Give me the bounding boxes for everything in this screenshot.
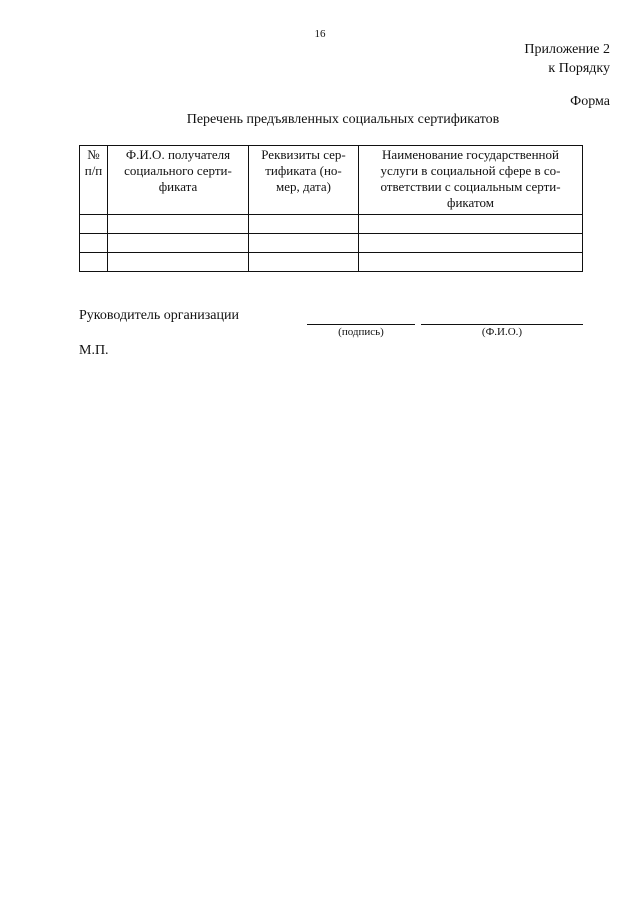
page-number: 16 [314,28,326,40]
table-row [80,215,583,234]
full-name-line [421,324,583,325]
table-cell [108,215,249,234]
header-service-name: Наименование государственной услуги в социальной сфере в со- ответствии с социальным серти- фикатом [359,146,583,215]
appendix-reference [524,40,610,78]
table-cell [80,215,108,234]
certificates-table [79,145,583,272]
header-number: № п/п [80,146,108,215]
table-cell [359,234,583,253]
signature-line [307,324,415,325]
document-title: Перечень предъявленных социальных сертификатов [186,112,500,127]
table-cell [80,234,108,253]
appendix-line-1: Приложение 2 [524,42,610,57]
table-row [80,234,583,253]
stamp-placeholder: М.П. [79,343,109,358]
table-cell [359,253,583,272]
table-cell [80,253,108,272]
signature-caption: (подпись) [338,326,384,338]
table-cell [249,215,359,234]
table-cell [108,253,249,272]
appendix-line-2: к Порядку [548,61,610,76]
header-certificate-details: Реквизиты сер- тификата (но- мер, дата) [249,146,359,215]
form-label: Форма [570,94,610,109]
full-name-caption: (Ф.И.О.) [481,326,523,338]
table-header-row [80,146,583,215]
signatory-role: Руководитель организации [79,308,239,323]
header-recipient-name: Ф.И.О. получателя социального серти- фиката [108,146,249,215]
table-cell [249,234,359,253]
table-cell [359,215,583,234]
table-cell [108,234,249,253]
table-cell [249,253,359,272]
table-row [80,253,583,272]
